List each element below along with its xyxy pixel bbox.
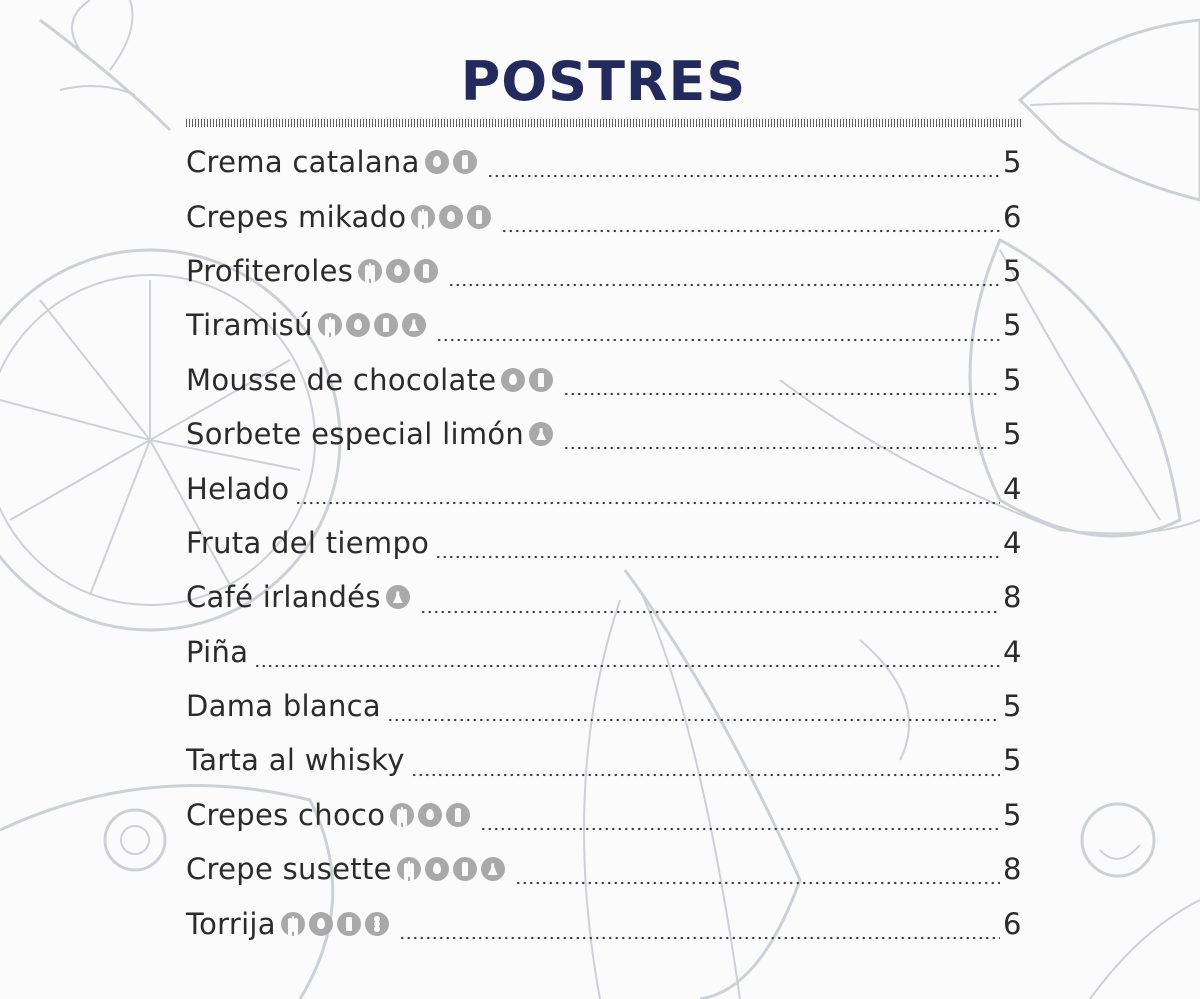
menu-item-name: Crepes mikado bbox=[186, 199, 407, 234]
menu-item-name: Helado bbox=[186, 471, 290, 506]
dot-leader bbox=[387, 718, 1000, 722]
egg-allergen-icon bbox=[439, 205, 463, 229]
gluten-allergen-icon bbox=[358, 259, 382, 283]
sulfite-allergen-icon bbox=[402, 313, 426, 337]
gluten-allergen-icon bbox=[411, 205, 435, 229]
egg-allergen-icon bbox=[309, 912, 333, 936]
dot-leader bbox=[254, 664, 1000, 668]
menu-item-price: 5 bbox=[1003, 797, 1022, 832]
menu-item bbox=[186, 842, 1021, 896]
menu-item-name: Crepes choco bbox=[186, 797, 386, 832]
menu-item-name: Profiteroles bbox=[186, 253, 354, 288]
menu-item-name: Fruta del tiempo bbox=[186, 525, 430, 560]
egg-allergen-icon bbox=[501, 368, 525, 392]
gluten-allergen-icon bbox=[397, 857, 421, 881]
allergen-icons bbox=[529, 422, 557, 446]
soy-allergen-icon bbox=[365, 912, 389, 936]
allergen-icons bbox=[397, 857, 509, 881]
menu-item bbox=[186, 298, 1021, 352]
milk-allergen-icon bbox=[529, 368, 553, 392]
menu-item-price: 4 bbox=[1003, 471, 1022, 506]
menu-item-price: 5 bbox=[1003, 417, 1022, 452]
menu-item-name: Tiramisú bbox=[186, 308, 313, 343]
dot-leader bbox=[448, 283, 1000, 287]
menu-item bbox=[186, 679, 1021, 733]
dot-leader bbox=[515, 881, 1000, 885]
allergen-icons bbox=[425, 150, 481, 174]
allergen-icons bbox=[411, 205, 495, 229]
leaf-icon bbox=[1020, 20, 1200, 200]
menu-item-price: 6 bbox=[1003, 199, 1022, 234]
page-title: POSTRES bbox=[460, 50, 747, 113]
dot-leader bbox=[399, 936, 1000, 940]
menu-item-name: Café irlandés bbox=[186, 580, 381, 615]
menu-item-name: Crema catalana bbox=[186, 145, 420, 180]
menu-item-name: Crepe susette bbox=[186, 852, 392, 887]
menu-item-price: 5 bbox=[1003, 743, 1022, 778]
menu-item-price: 5 bbox=[1003, 308, 1022, 343]
egg-allergen-icon bbox=[346, 313, 370, 337]
gluten-allergen-icon bbox=[390, 803, 414, 827]
allergen-icons bbox=[386, 585, 414, 609]
menu-item-price: 8 bbox=[1003, 852, 1022, 887]
menu-item bbox=[186, 516, 1021, 570]
fish-eye-icon bbox=[105, 810, 165, 870]
sulfite-allergen-icon bbox=[481, 857, 505, 881]
dot-leader bbox=[563, 392, 1000, 396]
milk-allergen-icon bbox=[467, 205, 491, 229]
herb-sprig-icon bbox=[40, 20, 170, 130]
menu-item bbox=[186, 353, 1021, 407]
dot-leader bbox=[411, 773, 1000, 777]
dot-leader bbox=[420, 610, 1000, 614]
sulfite-allergen-icon bbox=[529, 422, 553, 446]
egg-allergen-icon bbox=[425, 150, 449, 174]
egg-allergen-icon bbox=[418, 803, 442, 827]
dot-leader bbox=[487, 174, 1000, 178]
menu-item bbox=[186, 570, 1021, 624]
menu-item-price: 5 bbox=[1003, 689, 1022, 724]
allergen-icons bbox=[501, 368, 557, 392]
milk-allergen-icon bbox=[374, 313, 398, 337]
dot-leader bbox=[295, 501, 1000, 505]
sulfite-allergen-icon bbox=[386, 585, 410, 609]
dot-leader bbox=[501, 229, 1000, 233]
milk-allergen-icon bbox=[453, 150, 477, 174]
allergen-icons bbox=[281, 912, 393, 936]
menu-item bbox=[186, 733, 1021, 787]
milk-allergen-icon bbox=[453, 857, 477, 881]
menu-item bbox=[186, 189, 1021, 243]
menu-item-name: Mousse de chocolate bbox=[186, 362, 497, 397]
menu-item-price: 8 bbox=[1003, 580, 1022, 615]
menu-item bbox=[186, 896, 1021, 950]
menu-item-price: 4 bbox=[1003, 634, 1022, 669]
milk-allergen-icon bbox=[337, 912, 361, 936]
menu-item bbox=[186, 461, 1021, 515]
gluten-allergen-icon bbox=[318, 313, 342, 337]
menu-item bbox=[186, 407, 1021, 461]
gluten-allergen-icon bbox=[281, 912, 305, 936]
menu-item-price: 5 bbox=[1003, 145, 1022, 180]
menu-item bbox=[186, 135, 1021, 189]
menu-item-price: 5 bbox=[1003, 362, 1022, 397]
menu-item-price: 6 bbox=[1003, 906, 1022, 941]
milk-allergen-icon bbox=[446, 803, 470, 827]
title-divider bbox=[186, 119, 1021, 127]
dot-leader bbox=[480, 827, 1000, 831]
menu-item-name: Dama blanca bbox=[186, 689, 381, 724]
menu-item bbox=[186, 625, 1021, 679]
egg-allergen-icon bbox=[386, 259, 410, 283]
menu-item-name: Sorbete especial limón bbox=[186, 417, 525, 452]
dot-leader bbox=[436, 338, 1000, 342]
menu-item-name: Piña bbox=[186, 634, 249, 669]
menu-item-name: Torrija bbox=[186, 906, 276, 941]
allergen-icons bbox=[358, 259, 442, 283]
dot-leader bbox=[435, 555, 1000, 559]
menu-items-list bbox=[186, 135, 1021, 951]
egg-allergen-icon bbox=[425, 857, 449, 881]
dot-leader bbox=[563, 446, 1000, 450]
menu-item bbox=[186, 788, 1021, 842]
menu-item bbox=[186, 244, 1021, 298]
peppercorn-icon bbox=[1082, 804, 1154, 876]
milk-allergen-icon bbox=[414, 259, 438, 283]
menu-item-price: 5 bbox=[1003, 253, 1022, 288]
menu-item-price: 4 bbox=[1003, 525, 1022, 560]
allergen-icons bbox=[390, 803, 474, 827]
allergen-icons bbox=[318, 313, 430, 337]
menu-item-name: Tarta al whisky bbox=[186, 743, 405, 778]
